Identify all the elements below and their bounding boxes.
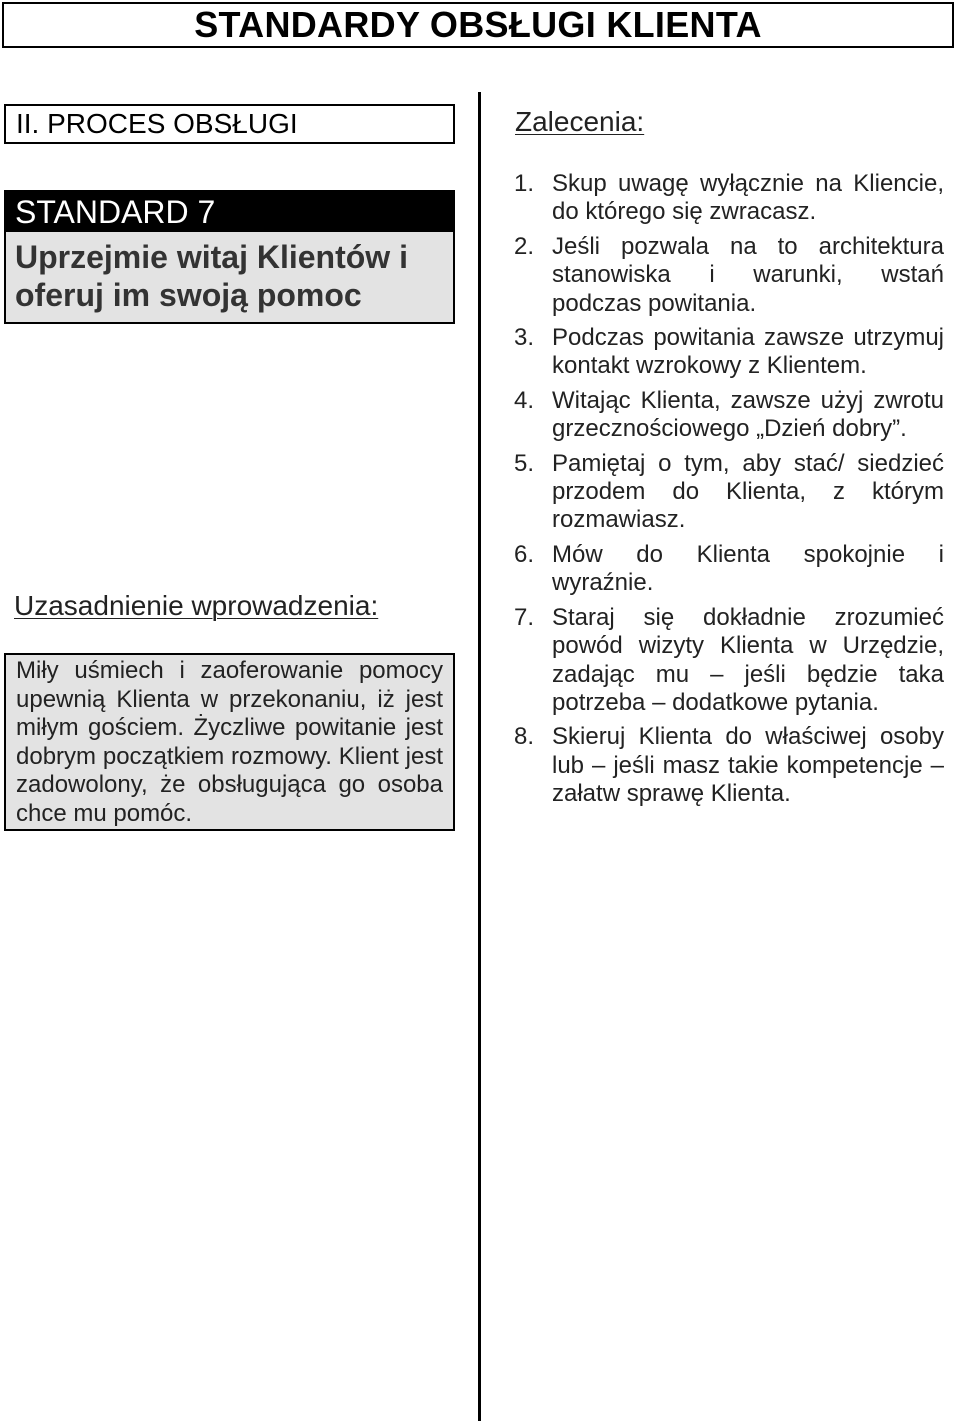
column-divider — [478, 92, 481, 1421]
recommendation-number: 4. — [514, 386, 535, 414]
recommendation-text: Staraj się dokładnie zrozumieć powód wizyty Klienta w Urzędzie, zadając mu – jeśli będzie taka potrzeba – dodatkowe pytania. — [552, 603, 944, 716]
recommendation-item — [514, 170, 944, 227]
recommendation-item — [514, 387, 944, 444]
section-title: II. PROCES OBSŁUGI — [4, 104, 455, 144]
standard-title: Uprzejmie witaj Klientów i oferuj im swoją pomoc — [15, 239, 408, 313]
recommendation-number: 3. — [514, 324, 535, 352]
recommendation-item — [514, 604, 944, 718]
recommendation-item — [514, 541, 944, 598]
recommendation-item — [514, 450, 944, 535]
document-title: STANDARDY OBSŁUGI KLIENTA — [2, 2, 954, 48]
recommendation-text: Witając Klienta, zawsze użyj zwrotu grzecznościowego „Dzień dobry”. — [552, 386, 944, 443]
recommendation-number: 6. — [514, 540, 535, 568]
recommendation-item — [514, 233, 944, 318]
recommendation-number: 8. — [514, 723, 535, 751]
recommendation-item — [514, 723, 944, 808]
recommendations-heading: Zalecenia: — [515, 106, 645, 137]
recommendation-number: 5. — [514, 449, 535, 477]
recommendation-number: 1. — [514, 170, 535, 197]
recommendation-text: Skup uwagę wyłącznie na Kliencie, do którego się zwracasz. — [552, 170, 944, 226]
recommendation-number: 7. — [514, 603, 535, 631]
recommendation-text: Podczas powitania zawsze utrzymuj kontakt wzrokowy z Klientem. — [552, 324, 944, 380]
recommendation-text: Skieruj Klienta do właściwej osoby lub – jeśli masz takie kompetencje – załatw sprawę Klienta. — [552, 723, 944, 808]
justification-heading: Uzasadnienie wprowadzenia: — [14, 590, 379, 621]
standard-number: STANDARD 7 — [6, 192, 453, 232]
recommendations-list — [514, 170, 944, 815]
recommendation-text: Jeśli pozwala na to architektura stanowiska i warunki, wstań podczas powitania. — [552, 232, 944, 317]
recommendation-item — [514, 324, 944, 381]
standard-box — [4, 190, 455, 324]
recommendation-number: 2. — [514, 232, 535, 260]
justification-text: Miły uśmiech i zaoferowanie pomocy upewnią Klienta w przekonaniu, iż jest miłym gościem. Życzliwe powitanie jest dobrym początkiem rozmowy. Klient jest zadowolony, że obsługująca go osoba chce mu pomóc. — [4, 653, 455, 831]
recommendation-text: Mów do Klienta spokojnie i wyraźnie. — [552, 540, 944, 597]
recommendation-text: Pamiętaj o tym, aby stać/ siedzieć przodem do Klienta, z którym rozmawiasz. — [552, 449, 944, 534]
